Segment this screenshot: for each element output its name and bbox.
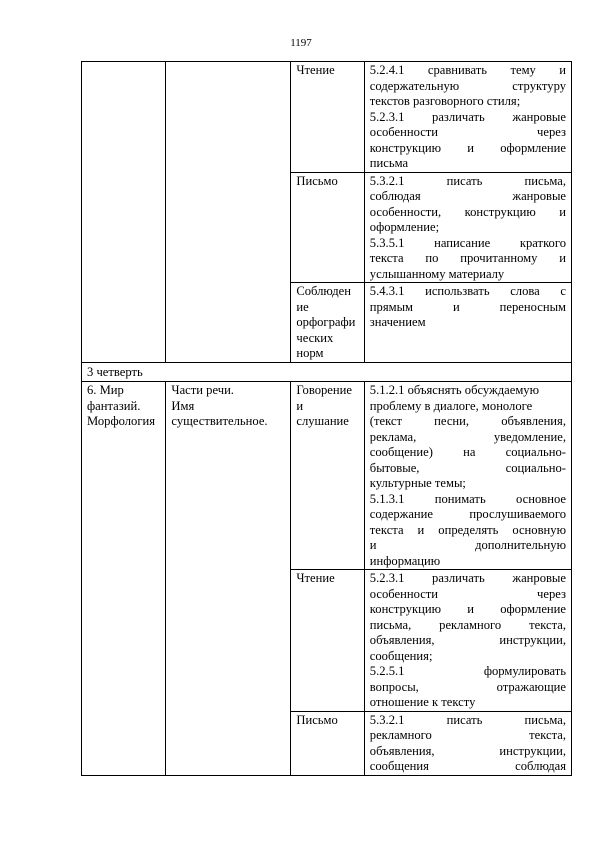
objective-line: особенности через [369,125,566,139]
objective-line: реклама, уведомление, [369,429,566,444]
skill-cell [291,382,364,570]
cell-line: и [296,398,304,413]
cell-line: фантазий. [87,398,141,413]
objective-line: отношение к тексту [369,695,476,709]
cell-line: ие [296,299,309,314]
objective-line: конструкцию и оформление [369,140,566,155]
objective-line: оформление; [369,220,440,234]
objective-line: 5.3.2.1 писать письма, [369,712,566,727]
objective-line: 5.1.3.1 понимать основное [369,491,566,506]
cell-line: Морфология [87,414,156,428]
objective-line: 5.3.5.1 написание краткого [369,235,566,250]
objective-line: особенности, конструкцию и [369,204,566,219]
objective-line: информацию [369,553,441,568]
objective-line: (текст песни, объявления, [369,414,566,428]
cell-line: существительное. [171,414,268,428]
objective-line: особенности через [369,586,566,601]
topic-cell [166,382,291,776]
objective-line: 5.2.4.1 сравнивать тему и [369,63,566,77]
objective-line: 5.2.3.1 различать жанровые [369,109,566,124]
objective-line: объявления, инструкции, [369,633,566,647]
table-row [82,382,572,570]
objective-line: рекламного текста, [369,728,566,742]
objective-line: прямым и переносным [369,299,566,314]
theme-cell [82,382,166,776]
cell-line: Имя [171,398,195,413]
objectives-cell [364,283,571,363]
cell-line: орфографи [296,315,356,329]
cell-line: норм [296,346,324,360]
objective-line: письма [369,156,409,170]
skill-cell: Письмо [291,172,364,283]
skill-cell [291,283,364,363]
cell-line: Говорение [296,383,352,397]
page-number: 1197 [290,37,312,49]
objective-line: 5.3.2.1 писать письма, [369,173,566,188]
curriculum-table [81,61,572,776]
quarter-label: 3 четверть [82,362,572,382]
objective-line: текста по прочитанному и [369,251,566,265]
objective-line: сообщение) на социально- [369,445,566,459]
topic-cell [166,62,291,363]
objective-line: 5.2.3.1 различать жанровые [369,571,566,585]
skill-cell: Чтение [291,62,364,173]
objective-line: вопросы, отражающие [369,679,566,694]
objective-line: культурные темы; [369,476,466,490]
objective-line: проблему в диалоге, монологе [369,398,533,413]
theme-cell [82,62,166,363]
objective-line: сообщения; [369,648,433,663]
objective-line: 5.2.5.1 формулировать [369,664,566,678]
objective-line: бытовые, социально- [369,460,566,475]
objectives-cell [364,62,571,173]
objective-line: текста и определять основную [369,522,566,537]
table-row [82,62,572,173]
objectives-cell [364,382,571,570]
skill-cell [291,711,364,775]
cell-line: 6. Мир [87,383,124,397]
objective-line: и дополнительную [369,538,566,552]
objective-line: письма, рекламного текста, [369,617,566,632]
objectives-cell [364,172,571,283]
objective-line: соблюдая жанровые [369,189,566,203]
objective-line: значением [369,315,426,329]
objective-line: 5.4.3.1 использвать слова с [369,284,566,298]
objective-line: сообщения соблюдая [369,759,566,773]
quarter-row [82,362,572,382]
cell-line: Письмо [296,712,338,727]
objective-line: услышанному материалу [369,266,505,281]
cell-line: Части речи. [171,383,234,397]
objectives-cell [364,711,571,775]
cell-line: ческих [296,330,334,345]
objective-line: текстов разговорного стиля; [369,94,521,108]
objective-line: содержание прослушиваемого [369,507,566,521]
objective-line: 5.1.2.1 объяснять обсуждаемую [369,383,540,397]
objective-line: объявления, инструкции, [369,743,566,758]
cell-line: слушание [296,414,349,428]
cell-line: Соблюден [296,284,351,298]
objectives-cell [364,570,571,712]
objective-line: содержательную структуру [369,78,566,93]
objective-line: конструкцию и оформление [369,602,566,616]
cell-line: Чтение [296,571,335,585]
skill-cell [291,570,364,712]
